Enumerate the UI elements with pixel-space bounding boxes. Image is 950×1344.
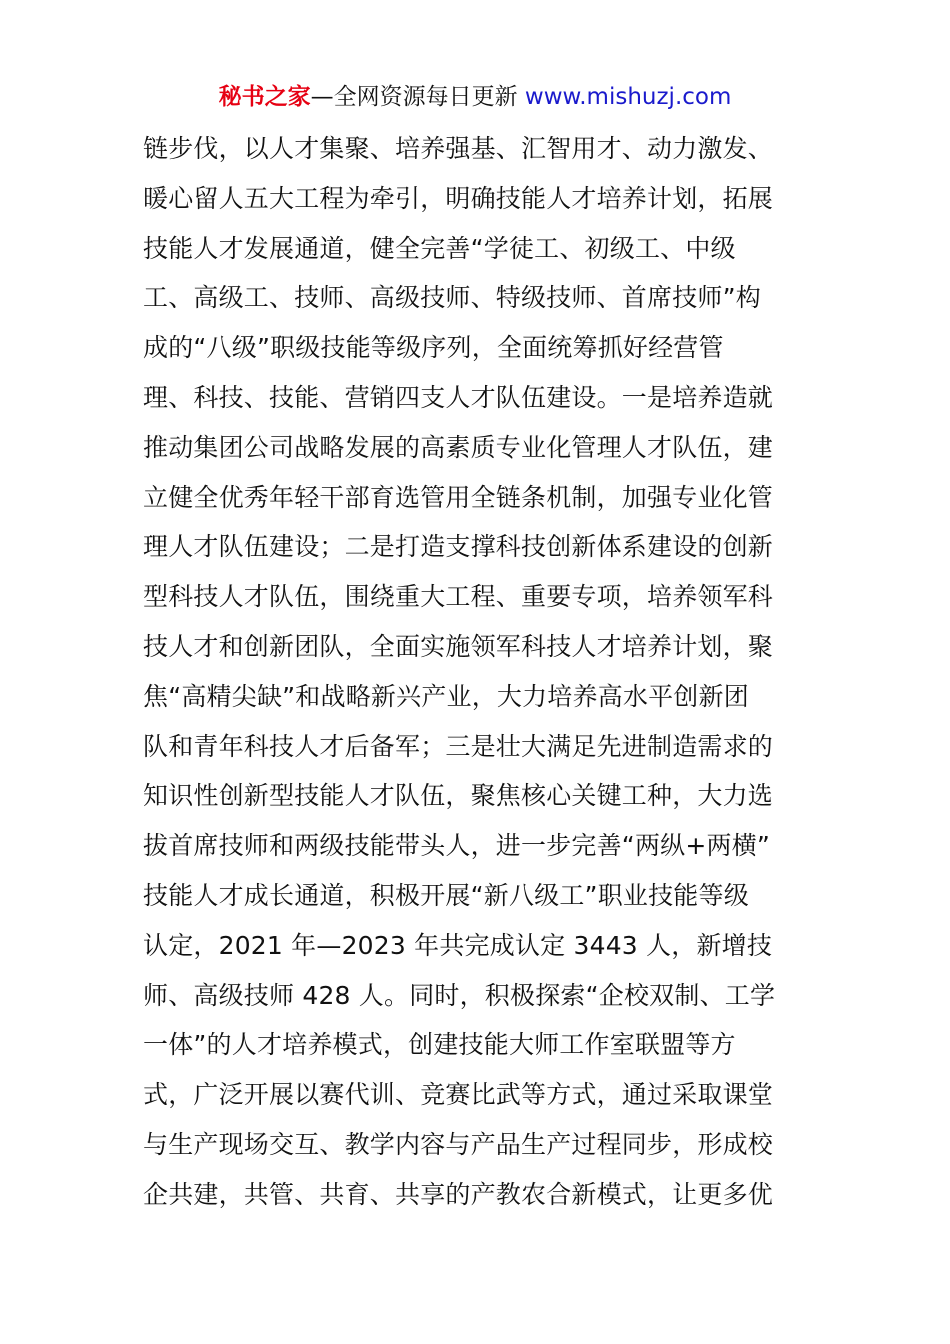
text-line: 拔首席技师和两级技能带头人，进一步完善“两纵+两横” [143, 831, 771, 861]
site-url-link[interactable]: www.mishuzj.com [524, 84, 732, 110]
text-line: 成的“八级”职级技能等级序列，全面统筹抓好经营管 [143, 333, 724, 363]
text-line: 队和青年科技人才后备军；三是壮大满足先进制造需求的 [143, 731, 774, 761]
text-line: 技人才和创新团队，全面实施领军科技人才培养计划，聚 [143, 631, 774, 661]
text-line: 型科技人才队伍，围绕重大工程、重要专项，培养领军科 [143, 582, 774, 612]
text-line: 链步伐，以人才集聚、培养强基、汇智用才、动力激发、 [143, 134, 774, 163]
text-line: 与生产现场交互、教学内容与产品生产过程同步，形成校 [143, 1129, 774, 1159]
text-line: 工、高级工、技师、高级技师、特级技师、首席技师”构 [143, 283, 761, 313]
text-line: 立健全优秀年轻干部育选管用全链条机制，加强专业化管 [143, 482, 774, 512]
text-line: 理、科技、技能、营销四支人才队伍建设。一是培养造就 [143, 382, 774, 412]
text-line: 推动集团公司战略发展的高素质专业化管理人才队伍，建 [143, 432, 774, 462]
text-line: 暖心留人五大工程为牵引，明确技能人才培养计划，拓展 [143, 183, 774, 213]
text-line: 焦“高精尖缺”和战略新兴产业，大力培养高水平创新团 [143, 681, 749, 711]
text-line: 理人才队伍建设；二是打造支撑科技创新体系建设的创新 [143, 532, 774, 562]
text-line: 技能人才发展通道，健全完善“学徒工、初级工、中级 [143, 233, 736, 263]
text-line: 技能人才成长通道，积极开展“新八级工”职业技能等级 [143, 880, 749, 910]
document-body [143, 124, 813, 1220]
text-line: 知识性创新型技能人才队伍，聚焦核心关键工种，大力选 [143, 781, 774, 811]
text-line: 式，广泛开展以赛代训、竞赛比武等方式，通过采取课堂 [143, 1080, 774, 1110]
text-line: 认定，2021 年—2023 年共完成认定 3443 人，新增技 [143, 930, 773, 960]
text-line: 一体”的人才培养模式，创建技能大师工作室联盟等方 [143, 1030, 736, 1060]
brand-name: 秘书之家 [218, 84, 311, 110]
page-header [0, 80, 950, 114]
text-line: 师、高级技师 428 人。同时，积极探索“企校双制、工学 [143, 980, 776, 1010]
text-line: 企共建，共管、共育、共享的产教农合新模式，让更多优 [143, 1179, 774, 1209]
header-tagline: —全网资源每日更新 [310, 84, 525, 110]
